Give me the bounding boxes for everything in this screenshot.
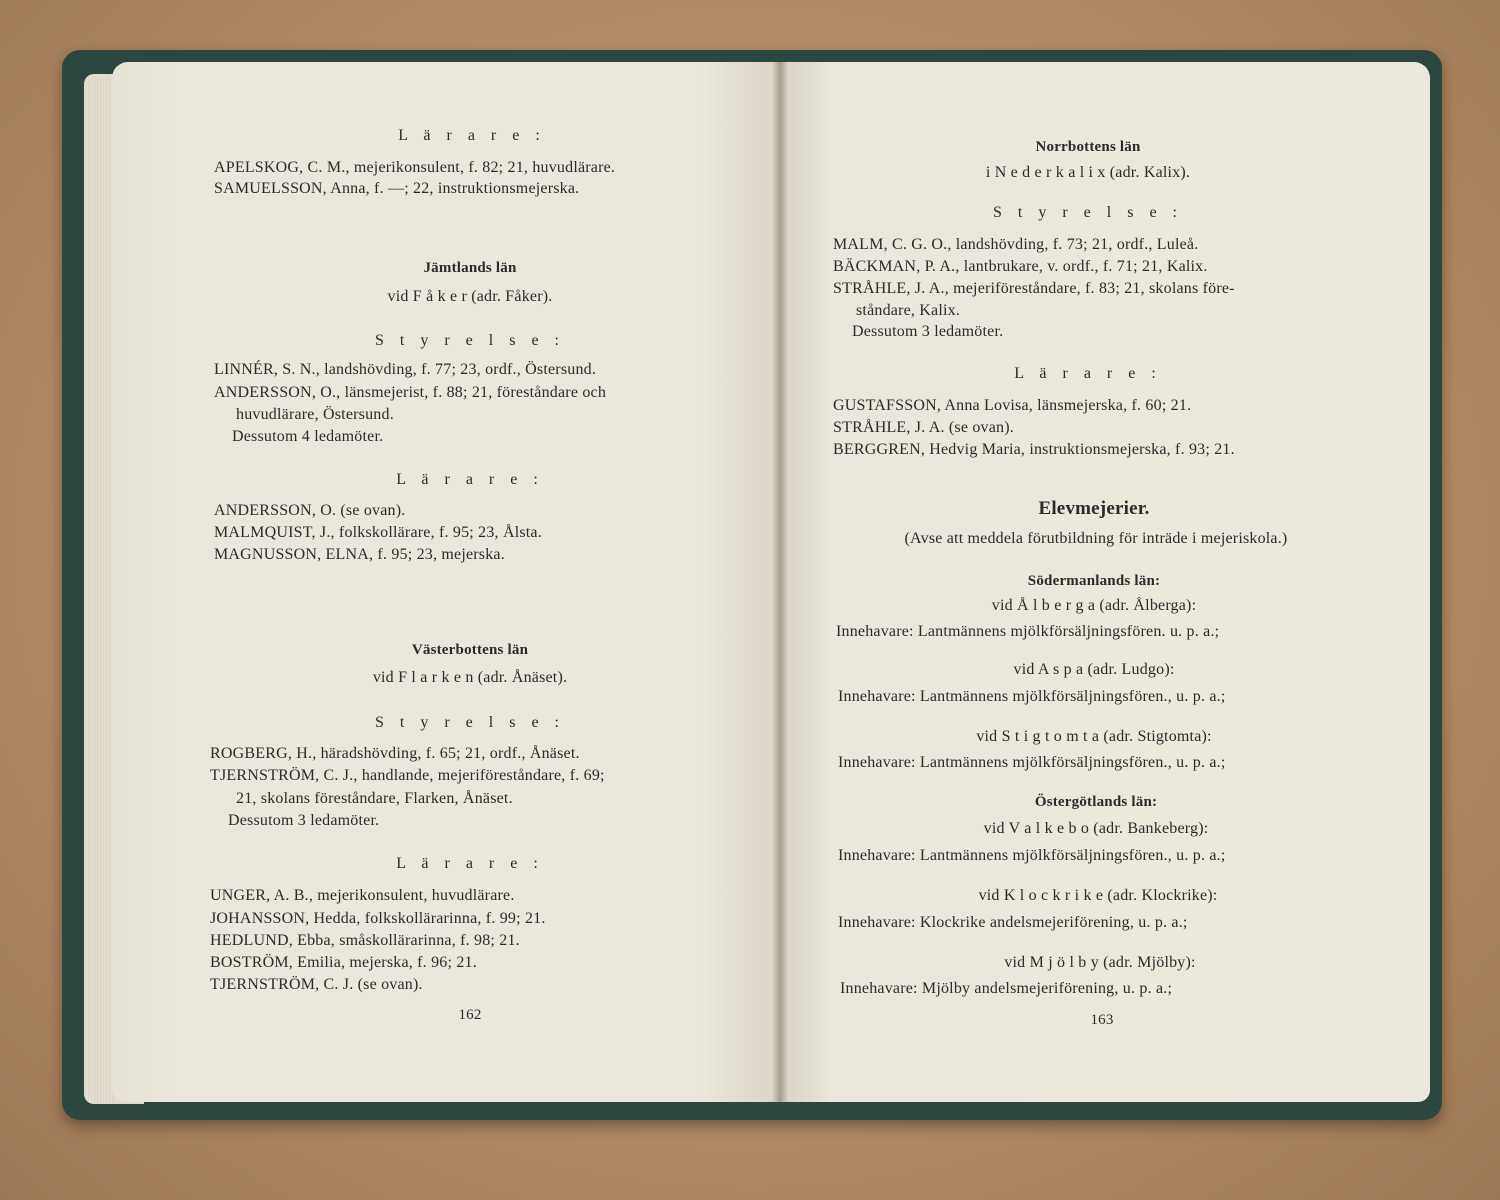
owner-line: Innehavare: Lantmännens mjölkförsäljningsfören., u. p. a.;	[838, 688, 1226, 705]
text-line: ANDERSSON, O. (se ovan).	[214, 502, 406, 519]
larare-heading: L ä r a r e :	[1014, 365, 1162, 382]
location-line: vid S t i g t o m t a (adr. Stigtomta):	[976, 728, 1212, 745]
text-line: UNGER, A. B., mejerikonsulent, huvudlärare.	[210, 887, 515, 904]
owner-line: Innehavare: Lantmännens mjölkförsäljningsfören., u. p. a.;	[838, 847, 1226, 864]
region-title: Östergötlands län:	[1034, 794, 1158, 810]
text-line: huvudlärare, Östersund.	[236, 406, 394, 423]
text-line: Dessutom 4 ledamöter.	[232, 428, 384, 445]
left-page	[112, 62, 780, 1102]
text-line: Dessutom 3 ledamöter.	[228, 812, 380, 829]
location-line: vid A s p a (adr. Ludgo):	[1013, 661, 1175, 678]
text-line: MALM, C. G. O., landshövding, f. 73; 21, ordf., Luleå.	[833, 236, 1199, 253]
text-line: STRÅHLE, J. A., mejeriföreståndare, f. 83; 21, skolans före-	[833, 280, 1235, 297]
text-line: BOSTRÖM, Emilia, mejerska, f. 96; 21.	[210, 954, 477, 971]
styrelse-heading: S t y r e l s e :	[993, 204, 1183, 221]
page-number: 163	[1090, 1012, 1114, 1028]
larare-heading: L ä r a r e :	[396, 855, 544, 872]
book-gutter	[772, 62, 788, 1102]
owner-line: Innehavare: Mjölby andelsmejeriförening, u. p. a.;	[840, 980, 1173, 997]
section-title: Jämtlands län	[423, 260, 517, 276]
text-line: ROGBERG, H., häradshövding, f. 65; 21, ordf., Ånäset.	[210, 745, 580, 762]
larare-heading: L ä r a r e :	[398, 127, 546, 144]
region-title: Södermanlands län:	[1027, 573, 1161, 589]
section-title: Norrbottens län	[1035, 139, 1141, 155]
right-page	[780, 62, 1430, 1102]
text-line: SAMUELSSON, Anna, f. —; 22, instruktionsmejerska.	[214, 180, 580, 197]
text-line: TJERNSTRÖM, C. J. (se ovan).	[210, 976, 423, 993]
location-line: vid F l a r k e n (adr. Ånäset).	[372, 669, 568, 686]
location-line: i N e d e r k a l i x (adr. Kalix).	[985, 164, 1191, 181]
text-line: 21, skolans föreståndare, Flarken, Ånäset.	[236, 790, 513, 807]
styrelse-heading: S t y r e l s e :	[375, 714, 565, 731]
styrelse-heading: S t y r e l s e :	[375, 332, 565, 349]
text-line: TJERNSTRÖM, C. J., handlande, mejeriföreståndare, f. 69;	[210, 767, 605, 784]
owner-line: Innehavare: Lantmännens mjölkförsäljningsfören. u. p. a.;	[836, 623, 1220, 640]
location-line: vid M j ö l b y (adr. Mjölby):	[1004, 954, 1196, 971]
text-line: HEDLUND, Ebba, småskollärarinna, f. 98; 21.	[210, 932, 520, 949]
location-line: vid Å l b e r g a (adr. Ålberga):	[991, 597, 1197, 614]
owner-line: Innehavare: Lantmännens mjölkförsäljningsfören., u. p. a.;	[838, 754, 1226, 771]
elevmejerier-note: (Avse att meddela förutbildning för inträde i mejeriskola.)	[904, 530, 1288, 547]
section-title: Västerbottens län	[411, 642, 529, 658]
location-line: vid V a l k e b o (adr. Bankeberg):	[983, 820, 1209, 837]
text-line: ståndare, Kalix.	[856, 302, 961, 319]
text-line: GUSTAFSSON, Anna Lovisa, länsmejerska, f. 60; 21.	[833, 397, 1192, 414]
text-line: STRÅHLE, J. A. (se ovan).	[833, 419, 1014, 436]
text-line: JOHANSSON, Hedda, folkskollärarinna, f. 99; 21.	[210, 910, 546, 927]
text-line: BERGGREN, Hedvig Maria, instruktionsmejerska, f. 93; 21.	[833, 441, 1235, 458]
location-line: vid K l o c k r i k e (adr. Klockrike):	[978, 887, 1218, 904]
text-line: MALMQUIST, J., folkskollärare, f. 95; 23, Ålsta.	[214, 524, 542, 541]
elevmejerier-heading: Elevmejerier.	[1038, 498, 1150, 519]
text-line: APELSKOG, C. M., mejerikonsulent, f. 82; 21, huvudlärare.	[214, 159, 616, 176]
text-line: BÄCKMAN, P. A., lantbrukare, v. ordf., f. 71; 21, Kalix.	[833, 258, 1208, 275]
text-line: MAGNUSSON, ELNA, f. 95; 23, mejerska.	[214, 546, 505, 563]
page-number: 162	[458, 1007, 482, 1023]
location-line: vid F å k e r (adr. Fåker).	[387, 288, 553, 305]
owner-line: Innehavare: Klockrike andelsmejeriförening, u. p. a.;	[838, 914, 1188, 931]
text-line: ANDERSSON, O., länsmejerist, f. 88; 21, föreståndare och	[214, 384, 607, 401]
larare-heading: L ä r a r e :	[396, 471, 544, 488]
text-line: LINNÉR, S. N., landshövding, f. 77; 23, ordf., Östersund.	[214, 361, 597, 378]
text-line: Dessutom 3 ledamöter.	[852, 323, 1004, 340]
